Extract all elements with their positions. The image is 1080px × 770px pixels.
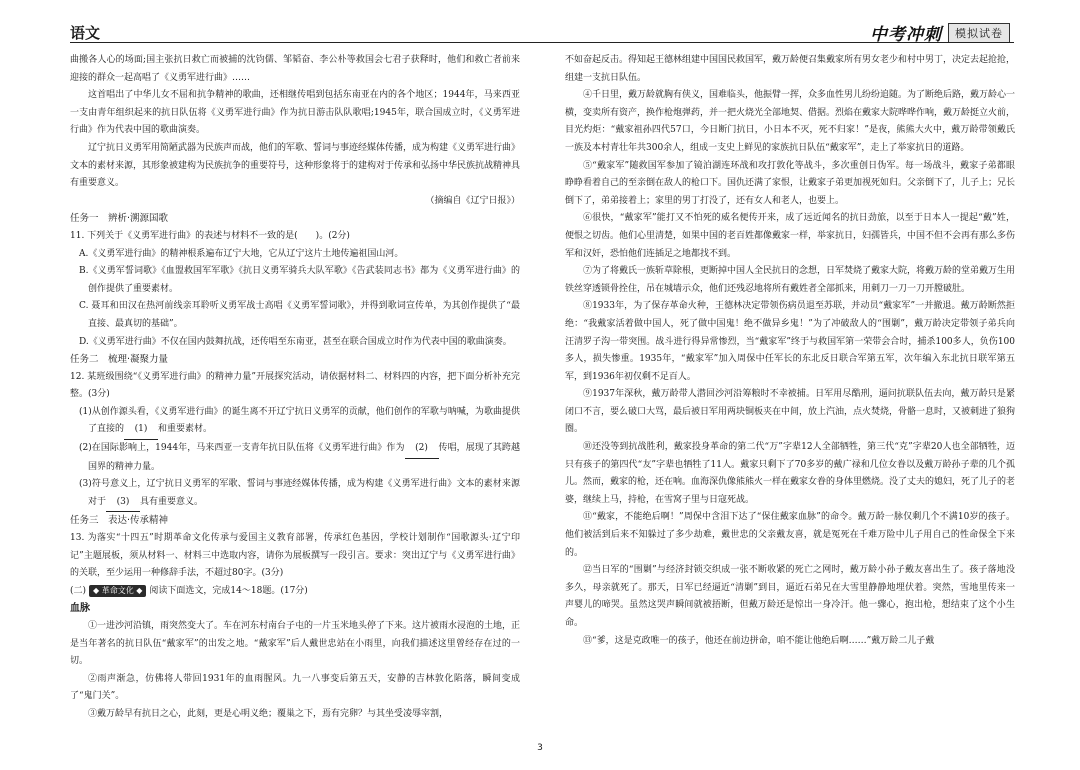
story-paragraph: 不如奋起反击。得知起王德林组建中国国民救国军，戴万龄便召集戴家所有男女老少和村中男丁，决定去起抢抢，组建一支抗日队伍。 — [565, 55, 1016, 83]
left-column — [70, 52, 520, 724]
story-paragraph: ⑬“爹，这是克政唯一的孩子，他还在前边拼命，咱不能让他绝后啊……”戴万龄二儿子戴 — [583, 635, 935, 646]
story-paragraph: ①一进沙河沿镇，雨突然变大了。车在河东村南台子屯的一片玉米地头停了下来。这片被雨水浸泡的土地，正是当年著名的抗日队伍“戴家军”的出发之地。“戴家军”后人戴世忠站在小雨里，向我们描述这里曾经存在过的一切。 — [70, 621, 521, 667]
revolution-culture-tag: ◆ 革命文化 ◆ — [89, 585, 146, 597]
story-paragraph: ④千日里，戴万龄就胸有侠义，国难临头，他振臂一挥，众多血性男儿纷纷追随。为了断绝后路，戴万龄心一横，变卖所有资产，换作枪炮弹药，并一把火烧光全部地契、借据。烈焰在戴家大院哗哗作响，戴万龄挺立火前，目光灼炬：“戴家祖孙四代57口，今日断门抗日，小日本不灭，死不归家！”是夜，熊熊大火中，戴万龄带领戴氏一族及本村青壮年共300余人，组成一支史上鲜见的家族抗日队伍“戴家军”，走上了举家抗日的道路。 — [565, 90, 1016, 153]
question-12-part-3: (3)符号意义上，辽宁抗日义勇军的军歌、誓词与事迹经媒体传播，成为构建《义勇军进行曲》文本的素材来源对于 (3) 具有重要意义。 — [70, 476, 520, 512]
exam-type-tag: 模拟试卷 — [948, 23, 1010, 43]
option-c: C. 聂耳和田汉在热河前线亲耳聆听义勇军战士高唱《义勇军誓词歌》，并得到歌词宣传单，为其创作提供了“最直接、最真切的基础”。 — [79, 301, 520, 329]
story-paragraph: ⑧1933年，为了保存革命火种，王德林决定带领伤病员退至苏联，并动员“戴家军”一并撤退。戴万龄断然拒绝：“我戴家活着做中国人，死了做中国鬼！绝不做异乡鬼！”为了冲破敌人的“围剿”，戴万龄决定带领子弟兵向汪清罗子沟一带突围。战斗进行得异常惨烈，当“戴家军”终于与救国军第一荣带会合时，捕杀100多人，负伤100多人，损失惨重。1935年，“戴家军”加入周保中任军长的东北反日联合军第五军，次年编入东北抗日联军第五军，到1936年初仅剩不足百人。 — [565, 301, 1015, 382]
right-column — [565, 52, 1015, 650]
brand-logo: 中考冲刺 — [870, 25, 942, 45]
material-paragraph: 这首唱出了中华儿女不屈和抗争精神的歌曲，还相继传唱到包括东南亚在内的各个地区；1944年，马来西亚一支由青年组织起来的抗日队伍将《义勇军进行曲》作为抗日游击队队歌唱;1945年，联合国成立时，《义勇军进行曲》作为代表中国的歌曲演奏。 — [70, 90, 520, 136]
story-paragraph: ⑥很快，“戴家军”能打又不怕死的威名便传开来，成了远近闻名的抗日劲旅，以至于日本人一提起“戴”姓，便恨之切齿。他们心里清楚，如果中国的老百姓都像戴家一样，举家抗日，妇孺皆兵，中国不但不会再有那么多伤军和汉奸，恐怕他们连插足之地都找不到。 — [565, 213, 1016, 259]
answer-blank-1[interactable]: (1) — [124, 421, 158, 440]
question-11: 11. 下列关于《义勇军进行曲》的表述与材料不一致的是( )。(2分) — [70, 230, 350, 241]
story-paragraph: ⑪“戴家，不能绝后啊！”周保中含泪下达了“保住戴家血脉”的命令。戴万龄一脉仅剩几个不满10岁的孩子。他们被活到后来不知躲过了多少劫难，戴世忠的父亲戴友喜，就是冤死在千难万险中儿子用自己的性命保全下来的。 — [565, 512, 1015, 558]
question-12: 12. 某班级围绕“《义勇军进行曲》的精神力量”开展探究活动，请依据材料二、材料四的内容，把下面分析补充完整。(3分) — [70, 371, 520, 400]
material-paragraph: 辽宁抗日义勇军用简陋武器为民族声而战，他们的军歌、誓词与事迹经媒体传播，成为构建《义勇军进行曲》文本的素材来源，其形象被建构为民族抗争的重要符号，这种形象将于的建构对于传承和弘扬中华民族抗战精神具有重要意义。 — [70, 142, 521, 189]
option-a: A.《义勇军进行曲》的精神根系遍布辽宁大地，它从辽宁这片土地传遍祖国山河。 — [79, 248, 404, 259]
question-13: 13. 为落实“十四五”时期革命文化传承与爱国主义教育部署，传承红色基因，学校计划制作“国歌源头·辽宁印记”主题展板，须从材料一、材料三中选取内容，请你为展板撰写一段引言。要求：突出辽宁与《义勇军进行曲》的关联，至少运用一种修辞手法，不超过80字。(3分) — [70, 533, 520, 579]
question-12-part-1: (1)从创作源头看，《义勇军进行曲》的诞生离不开辽宁抗日义勇军的贡献，他们创作的军歌与呐喊，为歌曲提供了直接的 (1) 和重要素材。 — [70, 404, 520, 440]
subject-title: 语文 — [70, 24, 101, 42]
task-three-heading: 任务三 表达·传承精神 — [70, 515, 169, 527]
story-paragraph: ③戴万龄早有抗日之心，此刻，更是心明义绝；覆巢之下，焉有完卵？与其坐受凌辱宰割， — [88, 708, 449, 719]
section-two-intro: (二) ◆ 革命文化 ◆ 阅读下面选文，完成14～18题。(17分) — [70, 585, 308, 596]
material-paragraph: 曲搬各人心的场面;国主张抗日救亡而被捕的沈钧儒、邹韬奋、李公朴等救国会七君子获释时，他们和救亡者前来迎接的群众一起高唱了《义勇军进行曲》…… — [70, 55, 520, 83]
question-12-part-2: (2)在国际影响上，1944年，马来西亚一支青年抗日队伍将《义勇军进行曲》作为 (2) 传唱，展现了其跨越国界的精神力量。 — [70, 440, 520, 476]
story-paragraph: ⑤“戴家军”随救国军参加了镜泊湖连环战和攻打敦化等战斗，多次重创日伪军。每一场战斗，戴家子弟都眼睁睁看着自己的至亲倒在敌人的枪口下。国仇还满了家恨，让戴家子弟更加视死如归。父亲倒下了，儿子上；兄长倒下了，弟弟接着上；家里的男丁打没了，还有女人和老人，也要上。 — [565, 160, 1016, 206]
story-title: 血脉 — [70, 603, 90, 615]
task-one-heading: 任务一 辨析·溯源国歌 — [70, 213, 169, 225]
story-paragraph: ⑦为了将戴氏一族斩草除根，更断掉中国人全民抗日的念想，日军焚烧了戴家大院，将戴万龄的堂弟戴万生用铁丝穿透锁骨拴住，吊在城墙示众，他们还残忍地将所有戴姓者全部抓来，用刺刀一刀一刀开膛破肚。 — [565, 266, 1016, 294]
story-paragraph: ⑫当日军的“围剿”与经济封锁交织成一张不断收紧的死亡之网时，戴万龄小孙子戴友喜出生了。孩子落地没多久，母亲就死了。那天，日军已经逼近“清剿”到目，逼近石弟兄在大雪里静静地埋伏着。突然，雪地里传来一声婴儿的啼哭。虽然这哭声瞬间就被捂断，但戴万龄还是惊出一身冷汗。他一骤心，抱出枪，想结束了这个小生命。 — [565, 565, 1015, 628]
story-paragraph: ⑨1937年深秋，戴万龄带人潜回沙河沿筹粮时不幸被捕。日军用尽酷刑，逼问抗联队伍去向，戴万龄只是紧闭口不言，要么破口大骂，最后被日军用两块铜板夹在中间，放上汽油，点火焚烧，骨骼一息时，又被刺进了狼狗圈。 — [565, 389, 1016, 435]
page-number: 3 — [537, 743, 543, 753]
story-paragraph: ②雨声渐急，仿佛将人带回1931年的血雨腥风。九一八事变后第五天，安静的吉林敦化陷落，瞬间变成了“鬼门关”。 — [70, 673, 520, 702]
answer-blank-3[interactable]: (3) — [106, 494, 140, 513]
answer-blank-2[interactable]: (2) — [405, 440, 439, 459]
story-paragraph: ⑩还没等到抗战胜利，戴家投身革命的第二代“万”字辈12人全部牺牲，第三代“克”字辈20人也全部牺牲，迈只有孩子的第四代“友”字辈也牺牲了11人。戴家只剩下了70多岁的戴广禄和几位女眷以及戴万龄孙子辈的几个孤儿。然而，戴家的枪，还在响。血海深仇像熊熊火一样在戴家女眷的身体里燃烧。没了丈夫的媳妇，死了儿子的老婆，继续上马，持枪，在雪窝子里与日寇死战。 — [565, 442, 1016, 505]
task-two-heading: 任务二 梳理·凝聚力量 — [70, 354, 169, 366]
option-d: D.《义勇军进行曲》不仅在国内鼓舞抗战，还传唱至东南亚，甚至在联合国成立时作为代表中国的歌曲演奏。 — [79, 336, 512, 347]
option-b: B.《义勇军誓词歌》《血盟救国军军歌》《抗日义勇军骑兵大队军歌》《告武装同志书》都为《义勇军进行曲》的创作提供了重要素材。 — [79, 266, 520, 294]
source-citation: （摘编自《辽宁日报》） — [425, 195, 520, 206]
header-rule — [70, 42, 1014, 43]
